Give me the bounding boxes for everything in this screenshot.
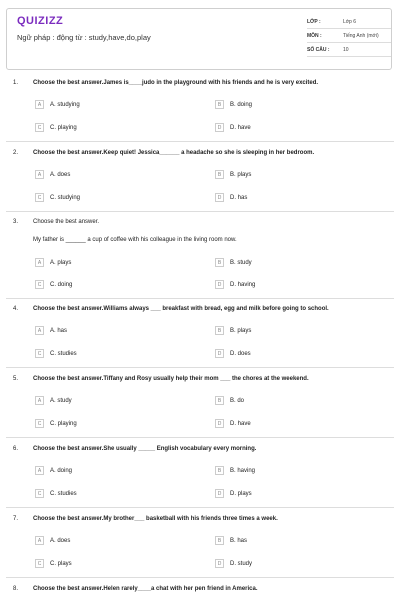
option-d[interactable] (215, 280, 255, 289)
option-a[interactable] (35, 466, 72, 475)
option-c[interactable] (35, 193, 80, 202)
option-d[interactable] (215, 123, 251, 132)
question-number: 2. (13, 150, 19, 156)
worksheet-title: Ngữ pháp : động từ : study,have,do,play (17, 33, 151, 42)
option-letter-box: B (215, 100, 224, 109)
option-letter-box: A (35, 536, 44, 545)
option-text: A. plays (50, 259, 72, 266)
option-b[interactable] (215, 100, 252, 109)
divider (6, 437, 394, 438)
option-letter-box: D (215, 489, 224, 498)
option-letter-box: B (215, 536, 224, 545)
meta-row-subject (307, 29, 391, 43)
option-c[interactable] (35, 280, 72, 289)
option-text: B. do (230, 397, 245, 404)
option-letter-box: D (215, 559, 224, 568)
option-text: B. doing (230, 101, 253, 108)
divider (6, 211, 394, 212)
worksheet-header (6, 8, 392, 70)
divider (6, 367, 394, 368)
option-text: A. does (50, 171, 71, 178)
question-number: 5. (13, 376, 19, 382)
option-b[interactable] (215, 258, 252, 267)
option-d[interactable] (215, 419, 251, 428)
option-text: B. study (230, 259, 252, 266)
meta-label: SỐ CÂU : (307, 46, 330, 53)
option-letter-box: A (35, 170, 44, 179)
option-letter-box: B (215, 170, 224, 179)
option-letter-box: C (35, 280, 44, 289)
option-d[interactable] (215, 349, 251, 358)
option-letter-box: D (215, 123, 224, 132)
quizizz-logo: QUIZIZZ (17, 15, 64, 27)
option-d[interactable] (215, 193, 247, 202)
option-text: C. studies (50, 350, 77, 357)
option-text: C. studies (50, 490, 77, 497)
question-number: 6. (13, 446, 19, 452)
option-text: A. does (50, 537, 71, 544)
option-letter-box: A (35, 396, 44, 405)
option-text: D. does (230, 350, 251, 357)
option-text: C. playing (50, 124, 77, 131)
option-text: C. studying (50, 194, 81, 201)
option-text: A. has (50, 327, 68, 334)
meta-table (307, 15, 391, 57)
option-c[interactable] (35, 559, 72, 568)
option-text: D. having (230, 281, 256, 288)
option-b[interactable] (215, 536, 247, 545)
option-text: D. have (230, 420, 251, 427)
option-c[interactable] (35, 419, 77, 428)
option-text: D. study (230, 560, 253, 567)
option-letter-box: C (35, 349, 44, 358)
question-subtext: My father is ______ a cup of coffee with his colleague in the living room now. (33, 237, 237, 243)
option-letter-box: C (35, 489, 44, 498)
meta-value: Lớp 6 (343, 18, 357, 25)
option-letter-box: A (35, 258, 44, 267)
option-c[interactable] (35, 489, 77, 498)
divider (6, 141, 394, 142)
option-letter-box: B (215, 466, 224, 475)
option-text: B. plays (230, 327, 252, 334)
option-c[interactable] (35, 349, 77, 358)
question-text: Choose the best answer.She usually _____ English vocabulary every morning. (33, 446, 257, 452)
option-a[interactable] (35, 170, 70, 179)
meta-label: LỚP : (307, 18, 321, 25)
meta-row-count (307, 43, 391, 57)
meta-label: MÔN : (307, 32, 322, 39)
question-text: Choose the best answer.Keep quiet! Jessica______ a headache so she is sleeping in her bedroom. (33, 150, 315, 156)
option-letter-box: C (35, 193, 44, 202)
option-text: A. studying (50, 101, 80, 108)
option-text: B. plays (230, 171, 252, 178)
question-number: 8. (13, 586, 19, 592)
option-letter-box: D (215, 419, 224, 428)
option-letter-box: D (215, 349, 224, 358)
option-a[interactable] (35, 326, 67, 335)
question-text: Choose the best answer. (33, 219, 100, 225)
option-text: B. has (230, 537, 248, 544)
option-text: A. study (50, 397, 72, 404)
question-number: 4. (13, 306, 19, 312)
option-letter-box: A (35, 326, 44, 335)
option-c[interactable] (35, 123, 77, 132)
option-letter-box: C (35, 419, 44, 428)
question-text: Choose the best answer.My brother___ basketball with his friends three times a week. (33, 516, 278, 522)
option-letter-box: D (215, 280, 224, 289)
option-letter-box: D (215, 193, 224, 202)
meta-value: 10 (343, 46, 349, 53)
option-text: A. doing (50, 467, 73, 474)
option-text: C. doing (50, 281, 73, 288)
option-text: B. having (230, 467, 256, 474)
option-text: D. has (230, 194, 248, 201)
option-text: C. playing (50, 420, 77, 427)
divider (6, 507, 394, 508)
question-text: Choose the best answer.Tiffany and Rosy usually help their mom ___ the chores at the weekend. (33, 376, 309, 382)
option-d[interactable] (215, 559, 252, 568)
option-d[interactable] (215, 489, 252, 498)
meta-row-class (307, 15, 391, 29)
option-text: C. plays (50, 560, 72, 567)
option-a[interactable] (35, 396, 72, 405)
question-text: Choose the best answer.Helen rarely____a chat with her pen friend in America. (33, 586, 258, 592)
meta-value: Tiếng Anh (mới) (343, 32, 379, 39)
question-text: Choose the best answer.Williams always ___ breakfast with bread, egg and milk before going to school. (33, 306, 329, 312)
option-text: D. plays (230, 490, 252, 497)
divider (6, 577, 394, 578)
option-a[interactable] (35, 536, 70, 545)
question-number: 3. (13, 219, 19, 225)
option-a[interactable] (35, 258, 71, 267)
question-number: 7. (13, 516, 19, 522)
option-b[interactable] (215, 326, 251, 335)
option-text: D. have (230, 124, 251, 131)
option-letter-box: B (215, 326, 224, 335)
question-text: Choose the best answer.James is____judo in the playground with his friends and he is very excited. (33, 80, 319, 86)
question-number: 1. (13, 80, 19, 86)
option-b[interactable] (215, 170, 251, 179)
option-letter-box: A (35, 466, 44, 475)
option-letter-box: C (35, 559, 44, 568)
option-b[interactable] (215, 466, 255, 475)
option-letter-box: C (35, 123, 44, 132)
option-a[interactable] (35, 100, 80, 109)
divider (6, 298, 394, 299)
option-letter-box: B (215, 396, 224, 405)
option-letter-box: B (215, 258, 224, 267)
option-b[interactable] (215, 396, 244, 405)
option-letter-box: A (35, 100, 44, 109)
